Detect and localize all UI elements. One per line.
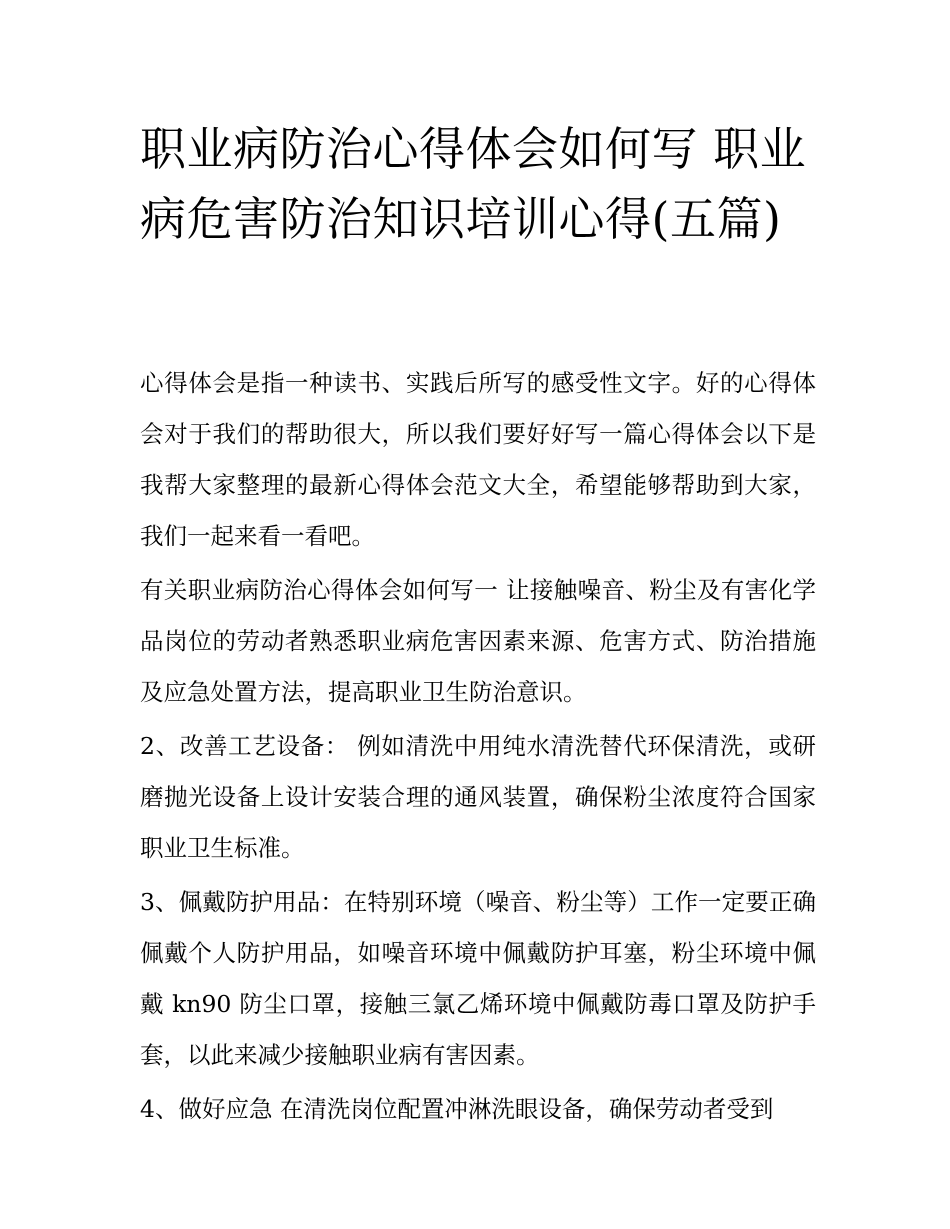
document-body bbox=[140, 358, 816, 1138]
paragraph-3: 3、佩戴防护用品：在特别环境（噪音、粉尘等）工作一定要正确佩戴个人防护用品，如噪音环境中佩戴防护耳塞，粉尘环境中佩戴 kn90 防尘口罩，接触三氯乙烯环境中佩戴防毒口罩及防护手套，以此来减少接触职业病有害因素。 bbox=[140, 888, 816, 1069]
paragraph-1: 有关职业病防治心得体会如何写一 让接触噪音、粉尘及有害化学品岗位的劳动者熟悉职业病危害因素来源、危害方式、防治措施及应急处置方法，提高职业卫生防治意识。 bbox=[140, 576, 816, 706]
paragraph-intro: 心得体会是指一种读书、实践后所写的感受性文字。好的心得体会对于我们的帮助很大，所以我们要好好写一篇心得体会以下是我帮大家整理的最新心得体会范文大全，希望能够帮助到大家，我们一起来看一看吧。 bbox=[140, 369, 816, 550]
paragraph-2: 2、改善工艺设备： 例如清洗中用纯水清洗替代环保清洗，或研磨抛光设备上设计安装合理的通风装置，确保粉尘浓度符合国家职业卫生标准。 bbox=[140, 732, 816, 862]
paragraph-4: 4、做好应急 在清洗岗位配置冲淋洗眼设备，确保劳动者受到 bbox=[140, 1095, 774, 1123]
document-title: 职业病防治心得体会如何写 职业病危害防治知识培训心得(五篇) bbox=[140, 122, 807, 246]
